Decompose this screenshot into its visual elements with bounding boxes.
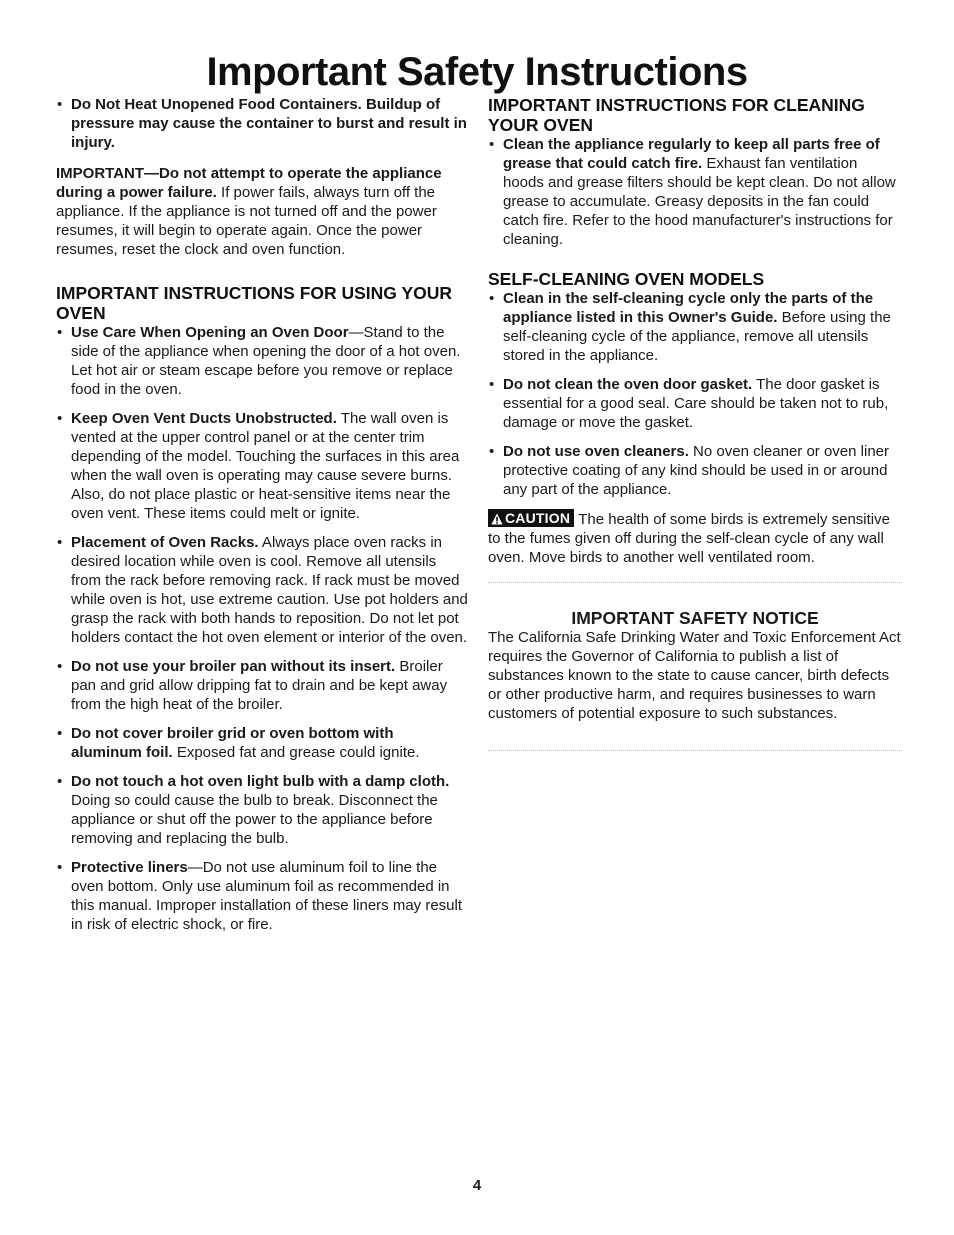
item-bold: Do not use oven cleaners. xyxy=(503,443,689,460)
item-bold: Placement of Oven Racks. xyxy=(71,534,259,551)
left-column xyxy=(56,95,468,934)
divider xyxy=(488,750,902,751)
caution-paragraph xyxy=(488,509,902,567)
page-number: 4 xyxy=(472,1177,482,1194)
caution-badge xyxy=(488,509,574,527)
item-text: Always place oven racks in desired location while oven is cool. Remove all utensils from the rack before removing rack. If rack must be moved while oven is hot, use extreme caution. Use pot holders and grasp the rack with both hands to reposition. Do not let pot holders contact the hot oven element or interior of the oven. xyxy=(71,534,468,646)
page-title: Important Safety Instructions xyxy=(206,50,748,94)
list-item-broiler-pan xyxy=(56,657,468,714)
item-text: Before using the self-cleaning cycle of the appliance, remove all utensils stored in the appliance. xyxy=(503,309,891,364)
item-text: Exposed fat and grease could ignite. xyxy=(172,744,420,761)
bullet-bold: Do Not Heat Unopened Food Containers. Buildup of pressure may cause the container to burst and result in injury. xyxy=(71,96,467,151)
item-bold: Use Care When Opening an Oven Door xyxy=(71,324,349,341)
item-text: Exhaust fan ventilation hoods and grease filters should be kept clean. Do not allow grease to accumulate. Greasy deposits in the fan could catch fire. Refer to the hood manufacturer's instructions for cleaning. xyxy=(503,155,896,248)
list-item-self-clean-parts xyxy=(488,289,902,365)
item-bold: Clean in the self-cleaning cycle only the parts of the appliance listed in this Owner's Guide. xyxy=(503,290,874,326)
heading-using-oven: IMPORTANT INSTRUCTIONS FOR USING YOUR OVEN xyxy=(56,283,453,323)
safety-notice-text: The California Safe Drinking Water and Toxic Enforcement Act requires the Governor of California to publish a list of substances known to the state to cause cancer, birth defects or other productive harm, and requires businesses to warn customers of potential exposure to such substances. xyxy=(488,629,901,722)
caution-text: The health of some birds is extremely sensitive to the fumes given off during the self-clean cycle of any wall oven. Move birds to another well ventilated room. xyxy=(488,511,890,566)
power-failure-text: If power fails, always turn off the appliance. If the appliance is not turned off and the power resumes, it will begin to operate again. Once the power resumes, reset the clock and oven function. xyxy=(56,184,437,258)
list-item-oven-racks xyxy=(56,533,468,647)
power-failure-paragraph xyxy=(56,164,468,259)
heading-cleaning-oven: IMPORTANT INSTRUCTIONS FOR CLEANING YOUR OVEN xyxy=(488,95,865,135)
item-text: —Stand to the side of the appliance when opening the door of a hot oven. Let hot air or steam escape before you remove or replace food in the oven. xyxy=(71,324,461,398)
heading-self-cleaning: SELF-CLEANING OVEN MODELS xyxy=(488,269,765,289)
item-text: Doing so could cause the bulb to break. Disconnect the appliance or shut off the power to the appliance before removing and replacing the bulb. xyxy=(71,792,438,847)
caution-label: CAUTION xyxy=(505,510,571,526)
item-bold: Clean the appliance regularly to keep all parts free of grease that could catch fire. xyxy=(503,136,880,172)
item-bold: Protective liners xyxy=(71,859,188,876)
item-text: —Do not use aluminum foil to line the oven bottom. Only use aluminum foil as recommended in this manual. Improper installation of these liners may result in risk of electric shock, or fire. xyxy=(71,859,463,933)
list-item-vent-ducts xyxy=(56,409,468,523)
list-item-protective-liners xyxy=(56,858,468,934)
list-item-oven-door xyxy=(56,323,468,399)
warning-triangle-icon xyxy=(491,513,503,525)
item-text: Broiler pan and grid allow dripping fat to drain and be kept away from the high heat of the broiler. xyxy=(71,658,448,713)
bullet-food-containers xyxy=(56,95,468,152)
right-column xyxy=(488,95,902,751)
heading-safety-notice: IMPORTANT SAFETY NOTICE xyxy=(571,608,819,628)
list-item-clean-regularly xyxy=(488,135,902,249)
item-bold: Keep Oven Vent Ducts Unobstructed. xyxy=(71,410,337,427)
power-failure-bold: IMPORTANT—Do not attempt to operate the appliance during a power failure. xyxy=(56,165,442,201)
list-item-aluminum-foil xyxy=(56,724,468,762)
item-bold: Do not use your broiler pan without its insert. xyxy=(71,658,396,675)
item-text: The wall oven is vented at the upper control panel or at the center trim depending of the model. Touching the surfaces in this area when the wall oven is operating may cause severe burns. Also, do not place plastic or heat-sensitive items near the oven vent. These items could melt or ignite. xyxy=(71,410,460,522)
item-text: No oven cleaner or oven liner protective coating of any kind should be used in or around any part of the appliance. xyxy=(503,443,890,498)
item-bold: Do not cover broiler grid or oven bottom with aluminum foil. xyxy=(71,725,394,761)
list-item-light-bulb xyxy=(56,772,468,848)
item-bold: Do not clean the oven door gasket. xyxy=(503,376,753,393)
list-item-oven-cleaners xyxy=(488,442,902,499)
item-bold: Do not touch a hot oven light bulb with a damp cloth. xyxy=(71,773,450,790)
item-text: The door gasket is essential for a good seal. Care should be taken not to rub, damage or move the gasket. xyxy=(503,376,889,431)
list-item-door-gasket xyxy=(488,375,902,432)
